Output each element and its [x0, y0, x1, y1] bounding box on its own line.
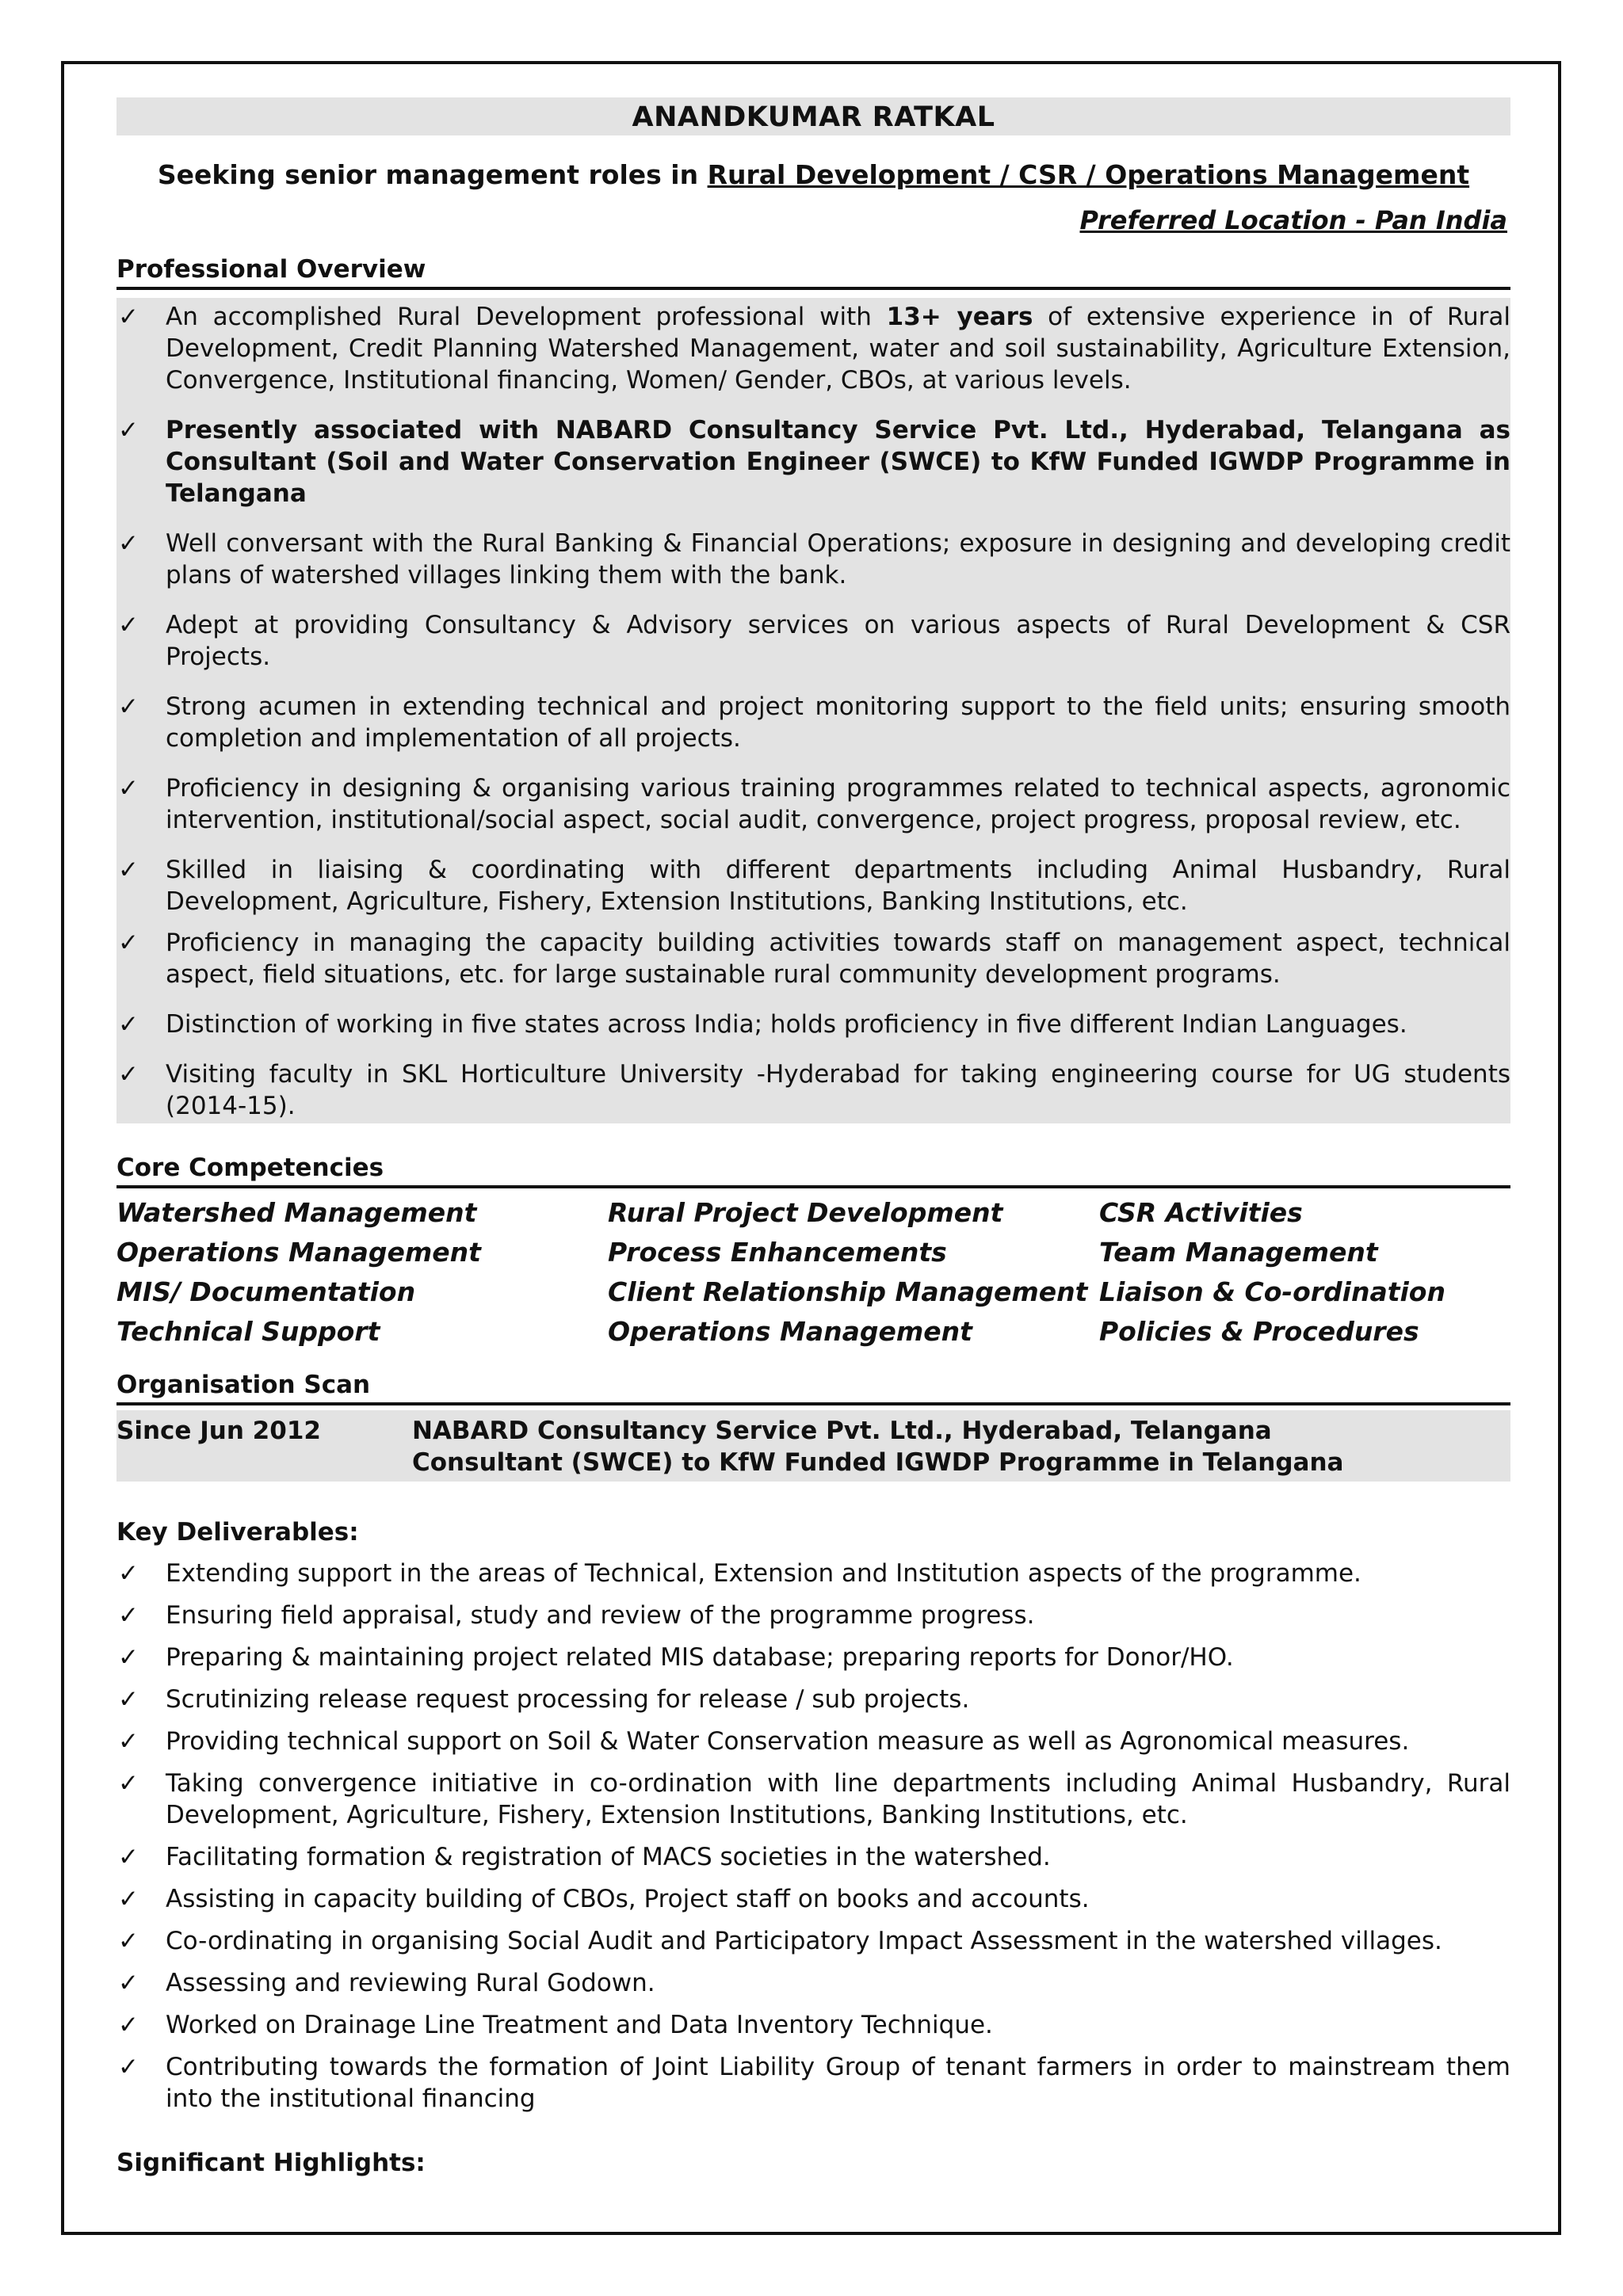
- check-icon: ✓: [118, 2053, 139, 2081]
- competency-item: Operations Management: [116, 1237, 481, 1268]
- check-icon: ✓: [118, 1843, 139, 1871]
- list-item: ✓ Strong acumen in extending technical and project monitoring support to the field units; ensuring smooth completion and implementation of all projects.: [118, 692, 1510, 753]
- list-item: ✓ Ensuring field appraisal, study and review of the programme progress.: [118, 1601, 1035, 1630]
- list-item: ✓ Presently associated with NABARD Consultancy Service Pvt. Ltd., Hyderabad, Telangana as Consultant (Soil and Water Conservation Engineer (SWCE) to KfW Funded IGWDP Programme in Telangana: [118, 416, 1510, 508]
- competency-item: Rural Project Development: [608, 1197, 1003, 1228]
- overview-list: [116, 301, 1510, 1122]
- competency-item: Process Enhancements: [608, 1237, 947, 1268]
- job-title: Consultant (SWCE) to KfW Funded IGWDP Programme in Telangana: [412, 1448, 1344, 1477]
- organisation-entry: [116, 1410, 1510, 1482]
- list-item: ✓ An accomplished Rural Development professional with 13+ years of extensive experience in of Rural Development, Credit Planning Watershed Management, water and soil sustainability, Agriculture Extension, Convergence, Institutional financing, Women/ Gender, CBOs, at various levels.: [118, 303, 1510, 395]
- competency-item: Policies & Procedures: [1099, 1316, 1419, 1347]
- employment-details: [412, 1415, 1343, 1478]
- competency-item: Client Relationship Management: [608, 1276, 1088, 1307]
- section-heading-overview: Professional Overview: [116, 254, 1510, 290]
- objective-prefix: Seeking senior management roles in: [157, 159, 708, 190]
- list-item: ✓ Facilitating formation & registration of MACS societies in the watershed.: [118, 1843, 1051, 1871]
- objective-roles: Rural Development / CSR / Operations Management: [707, 159, 1470, 190]
- competency-item: Liaison & Co-ordination: [1099, 1276, 1445, 1307]
- check-icon: ✓: [118, 1601, 139, 1630]
- competency-item: Technical Support: [116, 1316, 380, 1347]
- list-item: ✓ Adept at providing Consultancy & Advisory services on various aspects of Rural Development & CSR Projects.: [118, 611, 1510, 671]
- check-icon: ✓: [118, 692, 139, 721]
- list-item: ✓ Co-ordinating in organising Social Audit and Participatory Impact Assessment in the watershed villages.: [118, 1927, 1442, 1955]
- check-icon: ✓: [118, 1010, 139, 1039]
- check-icon: ✓: [118, 416, 139, 444]
- list-item: ✓ Extending support in the areas of Technical, Extension and Institution aspects of the programme.: [118, 1559, 1361, 1588]
- competencies-grid: [116, 1193, 1510, 1352]
- check-icon: ✓: [118, 1643, 139, 1672]
- competency-item: Operations Management: [608, 1316, 972, 1347]
- list-item: ✓ Scrutinizing release request processing for release / sub projects.: [118, 1685, 970, 1714]
- check-icon: ✓: [118, 2011, 139, 2039]
- list-item: ✓ Well conversant with the Rural Banking & Financial Operations; exposure in designing and developing credit plans of watershed villages linking them with the bank.: [118, 529, 1510, 589]
- list-item: ✓ Providing technical support on Soil & Water Conservation measure as well as Agronomical measures.: [118, 1727, 1410, 1756]
- list-item: ✓ Proficiency in managing the capacity building activities towards staff on management aspect, technical aspect, field situations, etc. for large sustainable rural community development programs.: [118, 929, 1510, 989]
- list-item: ✓ Distinction of working in five states across India; holds proficiency in five different Indian Languages.: [118, 1010, 1407, 1039]
- check-icon: ✓: [118, 774, 139, 803]
- resume: [116, 97, 1510, 2179]
- list-item: ✓ Assessing and reviewing Rural Godown.: [118, 1969, 655, 1997]
- check-icon: ✓: [118, 1060, 139, 1089]
- check-icon: ✓: [118, 1885, 139, 1913]
- check-icon: ✓: [118, 529, 139, 558]
- list-item: ✓ Worked on Drainage Line Treatment and Data Inventory Technique.: [118, 2011, 993, 2039]
- list-item: ✓ Visiting faculty in SKL Horticulture University -Hyderabad for taking engineering course for UG students (2014-15).: [118, 1060, 1510, 1120]
- section-heading-competencies: Core Competencies: [116, 1152, 1510, 1188]
- check-icon: ✓: [118, 1559, 139, 1588]
- deliverables-list: [116, 1558, 1510, 2115]
- check-icon: ✓: [118, 856, 139, 884]
- check-icon: ✓: [118, 1769, 139, 1798]
- section-heading-organisation: Organisation Scan: [116, 1369, 1510, 1405]
- candidate-name: ANANDKUMAR RATKAL: [116, 97, 1510, 135]
- competency-item: CSR Activities: [1099, 1197, 1303, 1228]
- list-item: ✓ Proficiency in designing & organising various training programmes related to technical aspects, agronomic intervention, institutional/social aspect, social audit, convergence, project progress, proposal review, etc.: [118, 774, 1510, 834]
- list-item: ✓ Skilled in liaising & coordinating with different departments including Animal Husbandry, Rural Development, Agriculture, Fishery, Extension Institutions, Banking Institutions, etc.: [118, 856, 1510, 916]
- preferred-location: Preferred Location - Pan India: [1079, 205, 1507, 235]
- key-deliverables-heading: Key Deliverables:: [116, 1518, 359, 1547]
- check-icon: ✓: [118, 303, 139, 331]
- company-name: NABARD Consultancy Service Pvt. Ltd., Hyderabad, Telangana: [412, 1417, 1272, 1445]
- significant-highlights-heading: Significant Highlights:: [116, 2149, 426, 2177]
- check-icon: ✓: [118, 1969, 139, 1997]
- list-item: ✓ Assisting in capacity building of CBOs, Project staff on books and accounts.: [118, 1885, 1090, 1913]
- check-icon: ✓: [118, 1927, 139, 1955]
- list-item: ✓ Preparing & maintaining project related MIS database; preparing reports for Donor/HO.: [118, 1643, 1234, 1672]
- objective-line: [116, 159, 1510, 191]
- competency-item: Team Management: [1099, 1237, 1378, 1268]
- list-item: ✓ Taking convergence initiative in co-ordination with line departments including Animal Husbandry, Rural Development, Agriculture, Fishery, Extension Institutions, Banking Institutions, etc.: [118, 1769, 1510, 1829]
- check-icon: ✓: [118, 1685, 139, 1714]
- competency-item: MIS/ Documentation: [116, 1276, 416, 1307]
- check-icon: ✓: [118, 929, 139, 957]
- competency-item: Watershed Management: [116, 1197, 477, 1228]
- check-icon: ✓: [118, 1727, 139, 1756]
- employment-date: Since Jun 2012: [116, 1417, 321, 1445]
- check-icon: ✓: [118, 611, 139, 639]
- list-item: ✓ Contributing towards the formation of Joint Liability Group of tenant farmers in order to mainstream them into the institutional financing: [118, 2053, 1510, 2113]
- overview-panel: [116, 298, 1510, 1123]
